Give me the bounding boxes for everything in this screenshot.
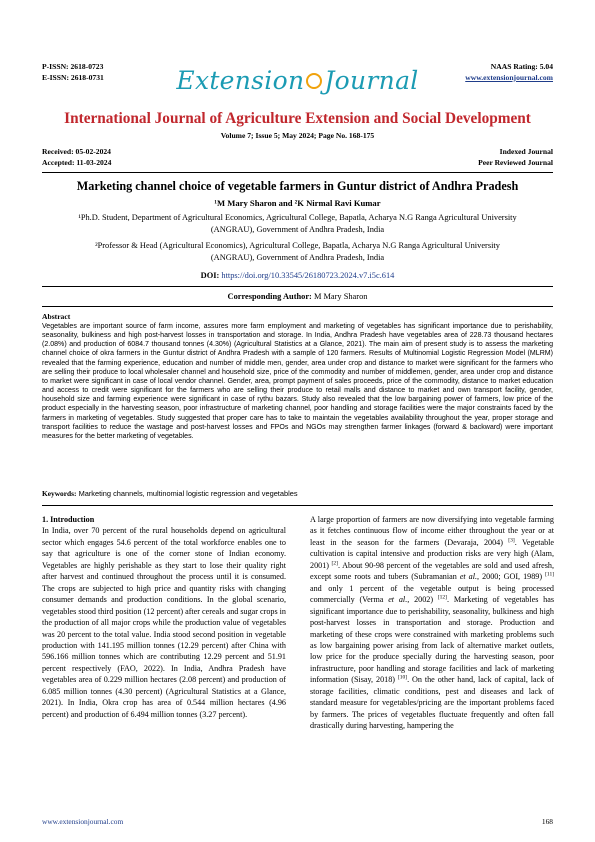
journal-logo xyxy=(0,66,595,95)
citation-ref: [12] xyxy=(437,594,448,601)
corresponding-name: M Mary Sharon xyxy=(313,292,368,301)
footer-website-link[interactable]: www.extensionjournal.com xyxy=(42,817,124,826)
corr-divider xyxy=(42,306,553,307)
doi-line xyxy=(0,271,595,280)
dates-block xyxy=(42,146,111,168)
body-text-6: , 2002) xyxy=(407,595,434,605)
keywords-label: Keywords: xyxy=(42,489,77,498)
footer-website xyxy=(42,817,123,826)
body-text-1: A large proportion of farmers are now diversifying into vegetable farming as it fetches continuous flow of income either throughout the year or at least in the season for the farmers (Devaraja, 2004) xyxy=(310,515,554,547)
header-divider xyxy=(42,172,553,173)
indexed-label: Indexed Journal xyxy=(499,147,553,156)
corresponding-label: Corresponding Author: xyxy=(227,292,312,301)
body-text-7: . Marketing of vegetables has significant importance due to perishability, seasonality, bulkiness and high post-harvest losses in transportation and storage. Production and marketing of these crops were constrained with marketing problems such as low bargaining power arising from lack of alternative market outlets, low price for the produce specially during the harvesting season, poor infrastructure, poor handling and storage facilities and lack of marketing information (Sisay, 2018) xyxy=(310,595,555,685)
paper-authors: ¹M Mary Sharon and ²K Nirmal Ravi Kumar xyxy=(214,198,381,208)
naas-rating: NAAS Rating: 5.04 xyxy=(490,62,553,71)
left-column xyxy=(42,514,286,720)
citation-ref: [2] xyxy=(331,560,338,567)
abstract-heading: Abstract xyxy=(42,312,71,321)
doi-label: DOI: xyxy=(200,271,220,280)
citation-ref: [11] xyxy=(545,571,555,578)
accepted-date: Accepted: 11-03-2024 xyxy=(42,158,112,167)
logo-emblem-icon xyxy=(306,73,322,89)
abstract-text: Vegetables are important source of farm income, assures more farm employment and marketing of vegetables has significant importance due to perishability, seasonality, bulkiness and high post-harvest losses in transportation and storage. In India, Andhra Pradesh have vegetables area of 228.73 thousand hectares (2.08%) and production of 6084.7 thousand tonnes (4.30%) (Agricultural Statistics at a Glance, 2021). The main aim of present study is to assess the marketing channel choice of okra farmers in the Guntur district of Andhra Pradesh with a sample of 120 farmers. Results of Multinomial Logistic Regression Model (MLRM) revealed that the farming experience, education and number of middle men, gender, area under crop and distance to market were significant for the farmers who are selling their produce to local wholesaler channel and household size, price of the commodity and number of middlemen, gender, area under crop and distance to market were significant in case of local vendor channel. Gender, area, prompt payment of sales proceeds, price of the commodity, distance to market education and access to credit were significant for the farmers who are selling their produce to retail malls and distance to market and own transport facility, gender, household size and farming experience were significant in case of rythu bazars. Study also revealed that the low bargaining power of farmers, low price of the product especially in the harvesting season, poor infrastructure of marketing channel, poor handling and storage facilities were the major constraints faced by the farmers in marketing of vegetables. Study suggested that proper care has to take to maintain the vegetables availability throughout the year, proper storage and transport facilities to reduce the wastage and post-harvest losses and FPOs and NGOs may strengthen farmer linkages (forward & backward) were important measures for the better marketing of vegetables. xyxy=(42,323,553,440)
et-al: et al. xyxy=(388,595,408,605)
keywords-line xyxy=(42,489,298,498)
body-text-3: . About 90-98 percent of the vegetables are sold and used afresh, except some roots and tubers (Subramanian xyxy=(310,560,554,582)
keywords-text: Marketing channels, multinomial logistic regression and vegetables xyxy=(78,489,298,498)
doi-link[interactable]: https://doi.org/10.33545/26180723.2024.v7.i5c.614 xyxy=(221,271,395,280)
index-block xyxy=(478,146,553,168)
corresponding-author xyxy=(0,292,595,301)
intro-heading: 1. Introduction xyxy=(42,515,95,524)
pissn: P-ISSN: 2618-0723 xyxy=(42,62,104,71)
paper-title: Marketing channel choice of vegetable farmers in Guntur district of Andhra Pradesh xyxy=(76,179,519,193)
eissn: E-ISSN: 2618-0731 xyxy=(42,73,104,82)
body-text-5: and only 1 percent of the vegetable output is being processed commercially (Verma xyxy=(310,583,554,605)
intro-paragraph: In India, over 70 percent of the rural households depend on agricultural sector which engages 54.6 percent of the total workforce enables one to say that agriculture is one of the corner stone of Indian economy. Vegetables are highly perishable as they start to lose their quality right after harvest and continued throughout the process until it is consumed. The crops are subjected to high price and quantity risks with changing consumer demands and production conditions. In the global scenario, vegetables stood third position (12 percent) after cereals and sugar crops in the production of all major crops while the production value of vegetables was 20 percent to the total value. India stood second position in vegetable production with 141.195 million tonnes (12.29 percent) after China with 596.166 million tonnes which are contributing 12.29 percent and 51.91 percent respectively (FAO, 2022). In India, Andhra Pradesh have vegetables area of 0.229 million hectares (2.08 percent) and production of 6.085 million tonnes (4.30 percent) (Agricultural Statistics at a Glance, 2021). In India, Okra crop has area of 0.544 million hectares (4.96 percent) and production of 6.494 million tonnes (3.27 percent). xyxy=(42,526,286,719)
body-text-8: . On the other hand, lack of capital, lack of storage facilities, climatic conditions, pest and diseases and lack of standard measure for vegetables/pricing are the important problems faced by farmers. The prices of vegetables fluctuate frequently and often fall drastically during harvesting, hampering the xyxy=(310,675,554,731)
citation-ref: [10] xyxy=(397,674,408,681)
affiliation-2: ²Professor & Head (Agricultural Economics), Agricultural College, Bapatla, Acharya N.G Ranga Agricultural University (ANGRAU), Government of Andhra Pradesh, India xyxy=(95,241,500,262)
doi-divider xyxy=(42,286,553,287)
logo-text-2: Journal xyxy=(324,66,419,95)
body-text-4: , 2000; GOI, 1989) xyxy=(477,572,543,582)
affiliation-1: ¹Ph.D. Student, Department of Agricultural Economics, Agricultural College, Bapatla, Acharya N.G Ranga Agricultural University (ANGRAU), Government of Andhra Pradesh, India xyxy=(78,213,517,234)
et-al: et al. xyxy=(459,572,478,582)
citation-ref: [3] xyxy=(508,537,515,544)
body-text-2: . Vegetable cultivation is capital intensive and production risks are very high (Alam, 2001) xyxy=(310,537,554,570)
logo-text-1: Extension xyxy=(176,66,305,95)
page-number: 168 xyxy=(541,817,553,826)
right-column xyxy=(310,514,554,732)
journal-website-link[interactable]: www.extensionjournal.com xyxy=(465,73,553,82)
journal-title: International Journal of Agriculture Extension and Social Development xyxy=(64,110,531,127)
received-date: Received: 05-02-2024 xyxy=(42,147,111,156)
keywords-divider xyxy=(42,505,553,506)
peer-reviewed-label: Peer Reviewed Journal xyxy=(478,158,553,167)
volume-info: Volume 7; Issue 5; May 2024; Page No. 168-175 xyxy=(220,131,375,140)
